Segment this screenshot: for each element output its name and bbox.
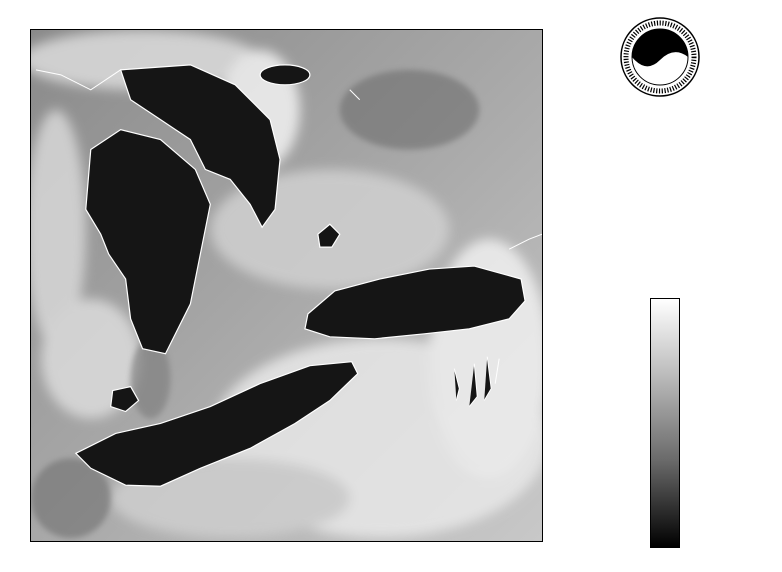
reflectance-colorbar	[650, 298, 680, 548]
satellite-image	[30, 29, 543, 542]
noaa-logo	[619, 16, 701, 98]
